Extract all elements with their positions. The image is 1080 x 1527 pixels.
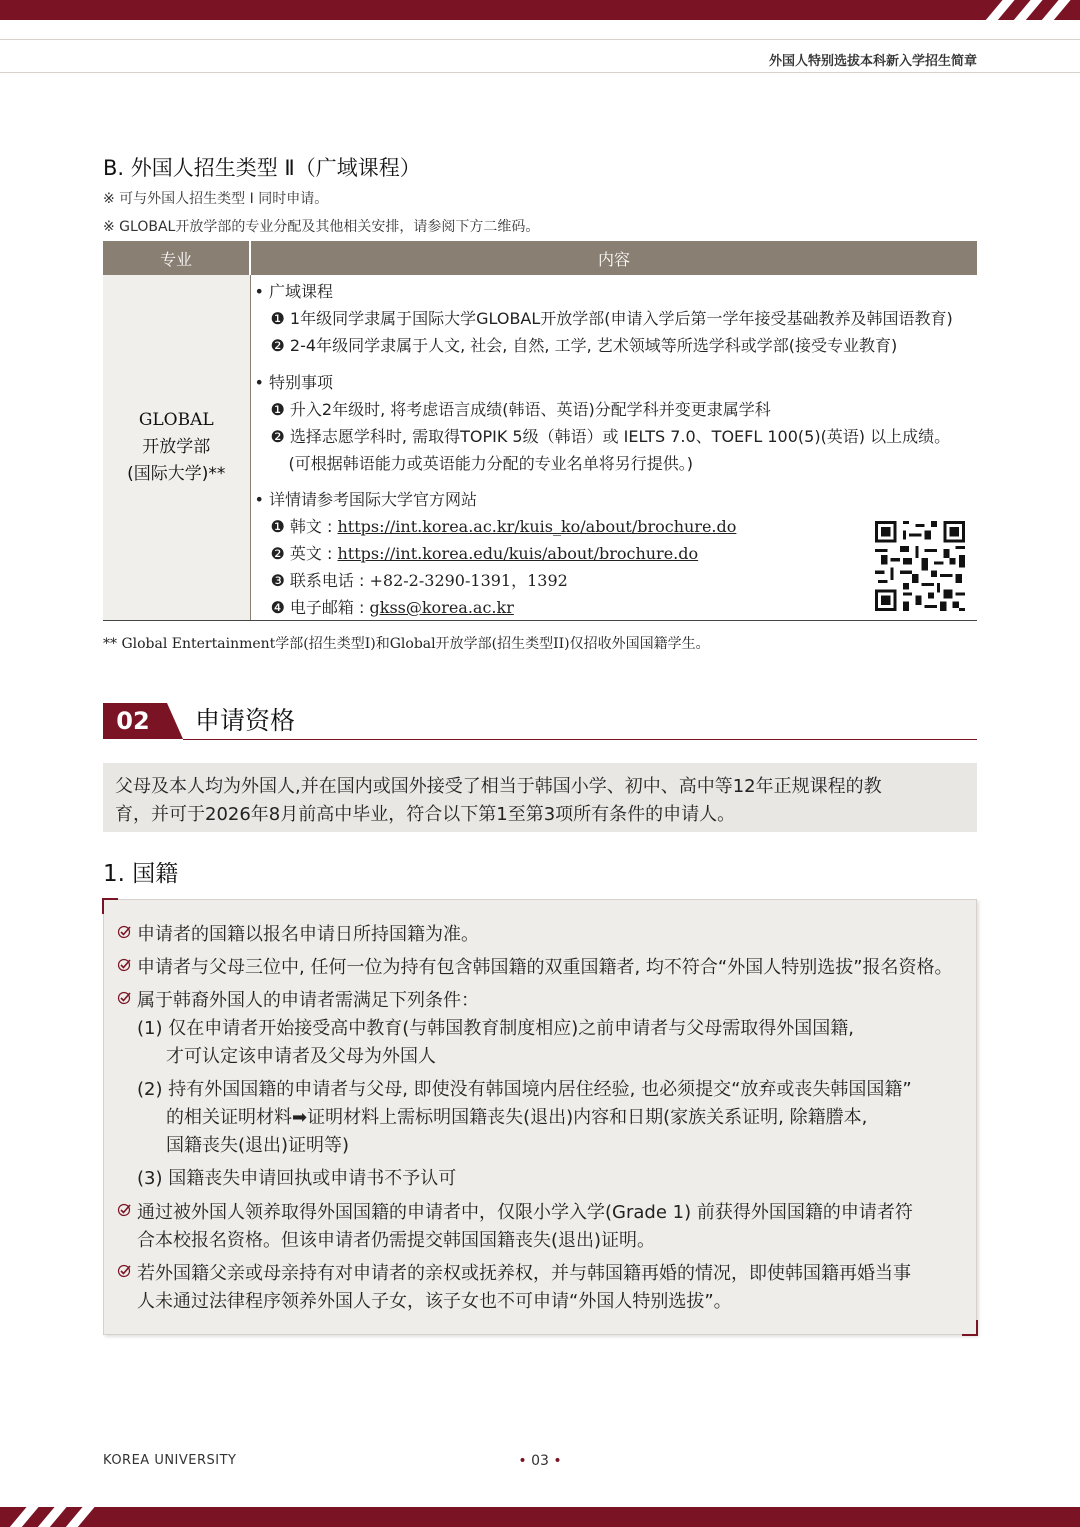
group-title: • 广域课程 bbox=[254, 282, 334, 301]
table-row bbox=[103, 275, 977, 621]
section-number-notch bbox=[163, 703, 183, 739]
header-divider bbox=[0, 39, 1080, 40]
phone-number: +82-2-3290-1391，1392 bbox=[369, 571, 568, 590]
bottom-stripes-decoration bbox=[0, 1507, 100, 1527]
sub-condition-line: (1) 仅在申请者开始接受高中教育(与韩国教育制度相应)之前申请者与父母需取得外国国籍, bbox=[137, 1018, 854, 1039]
sub-condition-line: 才可认定该申请者及父母为外国人 bbox=[166, 1046, 436, 1067]
contact-label: ❹ 电子邮箱 : bbox=[270, 598, 370, 617]
page-number bbox=[0, 1453, 1080, 1469]
note-line: ※ GLOBAL开放学部的专业分配及其他相关安排，请参阅下方二维码。 bbox=[103, 219, 540, 235]
condition-line: 人未通过法律程序领养外国人子女，该子女也不可申请“外国人特别选拔”。 bbox=[137, 1291, 732, 1312]
sub-condition-line: 国籍丧失(退出)证明等) bbox=[166, 1135, 350, 1156]
group-title: • 特别事项 bbox=[254, 373, 334, 392]
contact-item-korean-site bbox=[271, 514, 737, 537]
table-header-row bbox=[103, 241, 977, 275]
contact-label: ❷ 英文 : bbox=[270, 544, 338, 563]
sub-condition-line: 的相关证明材料➡证明材料上需标明国籍丧失(退出)内容和日期(家族关系证明, 除籍謄本, bbox=[166, 1107, 868, 1128]
top-stripes-decoration bbox=[970, 0, 1080, 20]
check-icon bbox=[117, 1203, 131, 1217]
condition-line: 属于韩裔外国人的申请者需满足下列条件： bbox=[137, 990, 479, 1011]
footer-university: KOREA UNIVERSITY bbox=[103, 1453, 237, 1468]
condition-line: 申请者的国籍以报名申请日所持国籍为准。 bbox=[137, 924, 479, 945]
content-item: ❷ 2-4年级同学隶属于人文, 社会, 自然, 工学, 艺术领域等所选学科或学部(接受专业教育) bbox=[270, 336, 898, 355]
qr-code-icon bbox=[875, 521, 965, 611]
page-dot: • bbox=[518, 1453, 532, 1469]
section-title: 申请资格 bbox=[195, 706, 296, 735]
contact-item-email bbox=[271, 595, 514, 618]
check-icon bbox=[117, 925, 131, 939]
major-name-line: 开放学部 bbox=[142, 437, 211, 457]
intro-line: 父母及本人均为外国人,并在国内或国外接受了相当于韩国小学、初中、高中等12年正规课程的教 bbox=[115, 776, 882, 797]
major-name-line: (国际大学)** bbox=[127, 464, 226, 484]
bottom-band bbox=[0, 1507, 1080, 1527]
email-link[interactable]: gkss@korea.ac.kr bbox=[369, 598, 514, 617]
major-name-line: GLOBAL bbox=[138, 410, 214, 430]
major-cell bbox=[103, 275, 250, 621]
check-icon bbox=[117, 958, 131, 972]
section-title-rule bbox=[183, 739, 977, 740]
english-site-link[interactable]: https://int.korea.edu/kuis/about/brochure.do bbox=[337, 544, 699, 563]
document-title: 外国人特别选拔本科新入学招生简章 bbox=[768, 54, 977, 69]
major-table bbox=[103, 241, 977, 621]
check-icon bbox=[117, 1264, 131, 1278]
section-number: 02 bbox=[103, 703, 163, 739]
content-item-continuation: (可根据韩语能力或英语能力分配的专业名单将另行提供。) bbox=[288, 454, 693, 473]
condition-line: 若外国籍父亲或母亲持有对申请者的亲权或抚养权，并与韩国籍再婚的情况，即使韩国籍再婚当事 bbox=[137, 1263, 911, 1284]
note-line: ※ 可与外国人招生类型 I 同时申请。 bbox=[103, 191, 329, 207]
contact-label: ❸ 联系电话 : bbox=[270, 571, 370, 590]
page-dot: • bbox=[548, 1453, 562, 1469]
subsection-title: 1. 国籍 bbox=[103, 861, 179, 887]
content-item: ❷ 选择志愿学科时, 需取得TOPIK 5级（韩语）或 IELTS 7.0、TOEFL 100(5)(英语) 以上成绩。 bbox=[270, 427, 951, 446]
check-icon bbox=[117, 991, 131, 1005]
box-corner-accent bbox=[962, 1320, 978, 1336]
top-band bbox=[0, 0, 1080, 20]
sub-condition-line: (3) 国籍丧失申请回执或申请书不予认可 bbox=[137, 1168, 457, 1189]
content-item: ❶ 升入2年级时, 将考虑语言成绩(韩语、英语)分配学科并变更隶属学科 bbox=[270, 400, 771, 419]
condition-line: 通过被外国人领养取得外国国籍的申请者中，仅限小学入学(Grade 1) 前获得外国国籍的申请者符 bbox=[137, 1202, 913, 1223]
page-number-value: 03 bbox=[531, 1453, 549, 1469]
korean-site-link[interactable]: https://int.korea.ac.kr/kuis_ko/about/brochure.do bbox=[337, 517, 737, 536]
intro-line: 育，并可于2026年8月前高中毕业，符合以下第1至第3项所有条件的申请人。 bbox=[115, 804, 736, 825]
contact-item-english-site bbox=[271, 541, 699, 564]
content-cell bbox=[250, 275, 977, 621]
header-content: 内容 bbox=[250, 241, 977, 275]
header-major: 专业 bbox=[103, 241, 250, 275]
contact-label: ❶ 韩文 : bbox=[270, 517, 338, 536]
eligibility-intro-box bbox=[103, 763, 977, 832]
header-divider-lower bbox=[0, 72, 1080, 73]
contact-item-phone bbox=[271, 568, 568, 591]
content-item: ❶ 1年级同学隶属于国际大学GLOBAL开放学部(申请入学后第一学年接受基础教养及韩国语教育) bbox=[270, 309, 953, 328]
condition-line: 申请者与父母三位中, 任何一位为持有包含韩国籍的双重国籍者, 均不符合“外国人特别选拔”报名资格。 bbox=[137, 957, 953, 978]
box-corner-accent bbox=[102, 898, 118, 914]
section-b-title: B. 外国人招生类型 Ⅱ（广域课程） bbox=[103, 156, 421, 180]
table-footnote: ** Global Entertainment学部(招生类型I)和Global开放学部(招生类型II)仅招收外国国籍学生。 bbox=[103, 636, 710, 652]
condition-line: 合本校报名资格。但该申请者仍需提交韩国国籍丧失(退出)证明。 bbox=[137, 1230, 656, 1251]
group-title: • 详情请参考国际大学官方网站 bbox=[254, 490, 478, 509]
sub-condition-line: (2) 持有外国国籍的申请者与父母, 即使没有韩国境内居住经验, 也必须提交“放弃或丧失韩国国籍” bbox=[137, 1079, 912, 1100]
